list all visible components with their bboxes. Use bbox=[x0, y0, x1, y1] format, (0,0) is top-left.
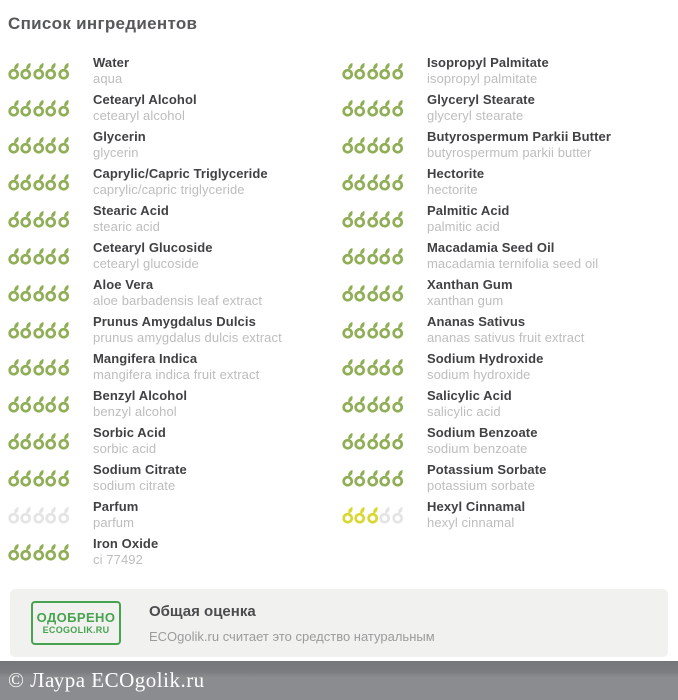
ingredient-text bbox=[427, 240, 598, 271]
leaf-icon bbox=[20, 173, 32, 191]
ingredient-rating-icons bbox=[342, 432, 404, 450]
leaf-icon bbox=[8, 247, 20, 265]
ingredient-text bbox=[427, 499, 525, 530]
leaf-icon bbox=[58, 210, 70, 228]
overall-rating-text bbox=[149, 603, 435, 644]
ingredient-inci: sodium citrate bbox=[93, 478, 176, 493]
leaf-icon bbox=[20, 543, 32, 561]
leaf-icon bbox=[58, 432, 70, 450]
ingredient-inci: macadamia ternifolia seed oil bbox=[427, 256, 599, 271]
ingredient-text bbox=[93, 425, 166, 456]
ingredient-text bbox=[427, 166, 484, 197]
leaf-icon bbox=[8, 284, 20, 302]
leaf-icon bbox=[392, 173, 404, 191]
ingredient-inci: cetearyl glucoside bbox=[93, 256, 199, 271]
leaf-icon bbox=[20, 506, 32, 524]
leaf-icon bbox=[392, 136, 404, 154]
leaf-icon bbox=[354, 321, 366, 339]
ingredient-inci: hexyl cinnamal bbox=[427, 515, 515, 530]
page-title: Список ингредиентов bbox=[8, 14, 198, 33]
leaf-icon bbox=[392, 432, 404, 450]
ingredient-text bbox=[93, 536, 158, 567]
ingredient-rating-icons bbox=[8, 469, 70, 487]
ingredient-inci: sorbic acid bbox=[93, 441, 157, 456]
leaf-icon bbox=[367, 321, 379, 339]
ingredient-text bbox=[427, 425, 538, 456]
ingredient-text bbox=[93, 499, 138, 530]
ingredient-name: Sodium Hydroxide bbox=[427, 351, 544, 366]
ingredient-inci: potassium sorbate bbox=[427, 478, 535, 493]
leaf-icon bbox=[33, 543, 45, 561]
leaf-icon bbox=[33, 99, 45, 117]
ingredient-row bbox=[8, 166, 339, 197]
leaf-icon bbox=[20, 395, 32, 413]
leaf-icon bbox=[45, 99, 57, 117]
ingredient-row bbox=[8, 499, 339, 530]
leaf-icon bbox=[379, 99, 391, 117]
leaf-icon bbox=[342, 284, 354, 302]
ingredient-text bbox=[427, 314, 584, 345]
leaf-icon bbox=[45, 469, 57, 487]
ingredient-inci: parfum bbox=[93, 515, 135, 530]
leaf-icon bbox=[58, 506, 70, 524]
ingredient-row bbox=[8, 55, 339, 86]
ingredient-row bbox=[342, 166, 678, 197]
ingredient-inci: sodium benzoate bbox=[427, 441, 528, 456]
leaf-icon bbox=[392, 62, 404, 80]
leaf-icon bbox=[392, 358, 404, 376]
leaf-icon bbox=[45, 62, 57, 80]
leaf-icon bbox=[8, 469, 20, 487]
ingredient-text bbox=[93, 92, 197, 123]
ingredient-name: Sodium Benzoate bbox=[427, 425, 538, 440]
ingredient-row bbox=[8, 92, 339, 123]
leaf-icon bbox=[45, 321, 57, 339]
leaf-icon bbox=[58, 358, 70, 376]
leaf-icon bbox=[20, 432, 32, 450]
leaf-icon bbox=[354, 247, 366, 265]
ingredient-inci: prunus amygdalus dulcis extract bbox=[93, 330, 282, 345]
ingredient-name: Water bbox=[93, 55, 130, 70]
ingredient-row bbox=[8, 314, 339, 345]
leaf-icon bbox=[379, 395, 391, 413]
footer-copyright: © Лаура ECOgolik.ru bbox=[8, 668, 205, 692]
ingredient-rating-icons bbox=[8, 395, 70, 413]
leaf-icon bbox=[20, 247, 32, 265]
ingredient-row bbox=[8, 462, 339, 493]
leaf-icon bbox=[33, 395, 45, 413]
ingredient-rating-icons bbox=[8, 543, 70, 561]
ingredient-rating-icons bbox=[342, 469, 404, 487]
ingredient-text bbox=[427, 55, 549, 86]
ingredient-name: Stearic Acid bbox=[93, 203, 169, 218]
leaf-icon bbox=[8, 136, 20, 154]
ingredient-rating-icons bbox=[8, 284, 70, 302]
leaf-icon bbox=[354, 136, 366, 154]
leaf-icon bbox=[367, 469, 379, 487]
ingredient-rating-icons bbox=[8, 321, 70, 339]
leaf-icon bbox=[392, 321, 404, 339]
leaf-icon bbox=[379, 210, 391, 228]
leaf-icon bbox=[367, 358, 379, 376]
ingredient-rating-icons bbox=[342, 247, 404, 265]
leaf-icon bbox=[58, 247, 70, 265]
ingredient-row bbox=[342, 314, 678, 345]
leaf-icon bbox=[8, 395, 20, 413]
leaf-icon bbox=[45, 173, 57, 191]
ingredient-rating-icons bbox=[342, 506, 404, 524]
leaf-icon bbox=[379, 321, 391, 339]
leaf-icon bbox=[342, 321, 354, 339]
ingredient-rating-icons bbox=[342, 395, 404, 413]
ingredient-text bbox=[93, 314, 282, 345]
ingredient-name: Macadamia Seed Oil bbox=[427, 240, 555, 255]
ingredient-columns bbox=[0, 55, 678, 573]
ingredient-name: Aloe Vera bbox=[93, 277, 154, 292]
leaf-icon bbox=[342, 395, 354, 413]
ingredient-text bbox=[93, 203, 169, 234]
ingredient-text bbox=[427, 388, 512, 419]
leaf-icon bbox=[33, 62, 45, 80]
leaf-icon bbox=[367, 136, 379, 154]
leaf-icon bbox=[58, 173, 70, 191]
ingredient-inci: xanthan gum bbox=[427, 293, 504, 308]
ingredient-name: Parfum bbox=[93, 499, 139, 514]
ingredient-inci: sodium hydroxide bbox=[427, 367, 531, 382]
ingredient-inci: caprylic/capric triglyceride bbox=[93, 182, 245, 197]
leaf-icon bbox=[45, 543, 57, 561]
leaf-icon bbox=[379, 358, 391, 376]
leaf-icon bbox=[354, 210, 366, 228]
ingredient-rating-icons bbox=[8, 173, 70, 191]
ingredient-row bbox=[8, 129, 339, 160]
leaf-icon bbox=[45, 210, 57, 228]
leaf-icon bbox=[392, 506, 404, 524]
overall-rating-title: Общая оценка bbox=[149, 602, 256, 620]
ingredient-name: Hectorite bbox=[427, 166, 485, 181]
leaf-icon bbox=[20, 136, 32, 154]
leaf-icon bbox=[367, 62, 379, 80]
leaf-icon bbox=[20, 358, 32, 376]
ingredient-inci: aqua bbox=[93, 71, 123, 86]
ingredient-inci: stearic acid bbox=[93, 219, 160, 234]
leaf-icon bbox=[8, 210, 20, 228]
leaf-icon bbox=[367, 99, 379, 117]
ingredient-text bbox=[427, 277, 513, 308]
leaf-icon bbox=[33, 506, 45, 524]
leaf-icon bbox=[367, 432, 379, 450]
ingredient-inci: glycerin bbox=[93, 145, 139, 160]
leaf-icon bbox=[33, 321, 45, 339]
leaf-icon bbox=[45, 358, 57, 376]
ingredient-rating-icons bbox=[8, 432, 70, 450]
leaf-icon bbox=[20, 99, 32, 117]
leaf-icon bbox=[8, 506, 20, 524]
ingredient-row bbox=[342, 203, 678, 234]
ingredient-name: Hexyl Cinnamal bbox=[427, 499, 526, 514]
ingredient-row bbox=[8, 425, 339, 456]
ingredient-inci: palmitic acid bbox=[427, 219, 500, 234]
ingredient-name: Ananas Sativus bbox=[427, 314, 526, 329]
leaf-icon bbox=[379, 136, 391, 154]
leaf-icon bbox=[342, 99, 354, 117]
ingredient-text bbox=[93, 55, 129, 86]
leaf-icon bbox=[45, 284, 57, 302]
ingredient-row bbox=[342, 277, 678, 308]
leaf-icon bbox=[367, 506, 379, 524]
ingredient-name: Iron Oxide bbox=[93, 536, 159, 551]
ingredient-name: Caprylic/Capric Triglyceride bbox=[93, 166, 268, 181]
ingredient-row bbox=[342, 240, 678, 271]
ingredient-inci: aloe barbadensis leaf extract bbox=[93, 293, 263, 308]
leaf-icon bbox=[8, 321, 20, 339]
ingredient-rating-icons bbox=[8, 506, 70, 524]
ingredient-column-left bbox=[8, 55, 339, 573]
ingredient-row bbox=[342, 92, 678, 123]
leaf-icon bbox=[8, 99, 20, 117]
leaf-icon bbox=[342, 358, 354, 376]
leaf-icon bbox=[33, 173, 45, 191]
ingredient-rating-icons bbox=[342, 284, 404, 302]
leaf-icon bbox=[8, 358, 20, 376]
ingredient-inci: glyceryl stearate bbox=[427, 108, 524, 123]
ingredient-row bbox=[342, 55, 678, 86]
ingredient-inci: ananas sativus fruit extract bbox=[427, 330, 585, 345]
leaf-icon bbox=[45, 395, 57, 413]
ingredient-name: Isopropyl Palmitate bbox=[427, 55, 549, 70]
leaf-icon bbox=[392, 247, 404, 265]
leaf-icon bbox=[20, 321, 32, 339]
leaf-icon bbox=[354, 284, 366, 302]
ingredient-row bbox=[8, 388, 339, 419]
leaf-icon bbox=[8, 62, 20, 80]
leaf-icon bbox=[354, 358, 366, 376]
ingredient-text bbox=[427, 462, 546, 493]
leaf-icon bbox=[33, 210, 45, 228]
leaf-icon bbox=[342, 210, 354, 228]
ingredient-name: Sodium Citrate bbox=[93, 462, 187, 477]
leaf-icon bbox=[33, 247, 45, 265]
leaf-icon bbox=[379, 284, 391, 302]
leaf-icon bbox=[33, 136, 45, 154]
ingredient-row bbox=[8, 277, 339, 308]
ingredient-name: Sorbic Acid bbox=[93, 425, 166, 440]
ingredient-rating-icons bbox=[8, 358, 70, 376]
leaf-icon bbox=[342, 136, 354, 154]
leaf-icon bbox=[58, 395, 70, 413]
ingredient-text bbox=[427, 203, 509, 234]
ingredient-text bbox=[93, 351, 259, 382]
leaf-icon bbox=[379, 506, 391, 524]
ingredient-rating-icons bbox=[342, 62, 404, 80]
leaf-icon bbox=[392, 99, 404, 117]
ingredient-name: Prunus Amygdalus Dulcis bbox=[93, 314, 256, 329]
ingredient-inci: isopropyl palmitate bbox=[427, 71, 538, 86]
leaf-icon bbox=[8, 173, 20, 191]
ingredient-row bbox=[8, 203, 339, 234]
leaf-icon bbox=[33, 432, 45, 450]
leaf-icon bbox=[342, 247, 354, 265]
ingredient-row bbox=[342, 351, 678, 382]
ingredient-rating-icons bbox=[342, 210, 404, 228]
leaf-icon bbox=[8, 432, 20, 450]
ingredient-rating-icons bbox=[8, 136, 70, 154]
leaf-icon bbox=[58, 136, 70, 154]
leaf-icon bbox=[354, 469, 366, 487]
leaf-icon bbox=[45, 247, 57, 265]
ingredient-row bbox=[342, 388, 678, 419]
leaf-icon bbox=[367, 173, 379, 191]
ingredient-name: Butyrospermum Parkii Butter bbox=[427, 129, 612, 144]
leaf-icon bbox=[45, 432, 57, 450]
ingredient-text bbox=[93, 462, 187, 493]
leaf-icon bbox=[45, 136, 57, 154]
ingredient-inci: butyrospermum parkii butter bbox=[427, 145, 592, 160]
leaf-icon bbox=[354, 506, 366, 524]
ingredient-inci: benzyl alcohol bbox=[93, 404, 177, 419]
ingredient-rating-icons bbox=[342, 136, 404, 154]
leaf-icon bbox=[379, 247, 391, 265]
leaf-icon bbox=[45, 506, 57, 524]
leaf-icon bbox=[379, 173, 391, 191]
leaf-icon bbox=[58, 321, 70, 339]
ingredient-rating-icons bbox=[342, 173, 404, 191]
ingredient-text bbox=[427, 129, 611, 160]
ingredient-name: Cetearyl Alcohol bbox=[93, 92, 197, 107]
ingredient-row bbox=[342, 129, 678, 160]
leaf-icon bbox=[354, 173, 366, 191]
ingredient-name: Palmitic Acid bbox=[427, 203, 510, 218]
ingredient-text bbox=[427, 351, 543, 382]
leaf-icon bbox=[33, 469, 45, 487]
ingredient-inci: mangifera indica fruit extract bbox=[93, 367, 260, 382]
ingredient-name: Salicylic Acid bbox=[427, 388, 512, 403]
leaf-icon bbox=[367, 284, 379, 302]
ingredient-rating-icons bbox=[8, 62, 70, 80]
ingredient-row bbox=[8, 536, 339, 567]
leaf-icon bbox=[58, 62, 70, 80]
ingredient-name: Mangifera Indica bbox=[93, 351, 198, 366]
ingredient-inci: hectorite bbox=[427, 182, 478, 197]
ingredient-column-right bbox=[339, 55, 678, 573]
leaf-icon bbox=[392, 469, 404, 487]
ingredient-text bbox=[93, 129, 146, 160]
ingredient-row bbox=[342, 425, 678, 456]
leaf-icon bbox=[392, 284, 404, 302]
leaf-icon bbox=[20, 210, 32, 228]
leaf-icon bbox=[20, 469, 32, 487]
leaf-icon bbox=[342, 432, 354, 450]
leaf-icon bbox=[58, 284, 70, 302]
ingredient-row bbox=[8, 351, 339, 382]
ingredient-inci: cetearyl alcohol bbox=[93, 108, 185, 123]
ingredient-name: Xanthan Gum bbox=[427, 277, 513, 292]
ingredient-text bbox=[427, 92, 535, 123]
approved-stamp bbox=[31, 601, 121, 645]
ingredient-inci: salicylic acid bbox=[427, 404, 501, 419]
ingredient-text bbox=[93, 240, 213, 271]
ingredient-name: Cetearyl Glucoside bbox=[93, 240, 213, 255]
leaf-icon bbox=[354, 395, 366, 413]
leaf-icon bbox=[33, 358, 45, 376]
leaf-icon bbox=[33, 284, 45, 302]
leaf-icon bbox=[20, 284, 32, 302]
overall-rating-panel bbox=[10, 589, 668, 657]
ingredient-text bbox=[93, 277, 262, 308]
leaf-icon bbox=[367, 247, 379, 265]
approved-stamp-line2: ECOGOLIK.RU bbox=[42, 625, 110, 635]
overall-rating-verdict: ECOgolik.ru считает это средство натуральным bbox=[149, 628, 435, 644]
leaf-icon bbox=[342, 62, 354, 80]
leaf-icon bbox=[58, 543, 70, 561]
ingredient-text bbox=[93, 388, 187, 419]
ingredient-rating-icons bbox=[342, 321, 404, 339]
ingredient-text bbox=[93, 166, 268, 197]
leaf-icon bbox=[367, 210, 379, 228]
ingredient-inci: ci 77492 bbox=[93, 552, 143, 567]
leaf-icon bbox=[342, 173, 354, 191]
ingredient-rating-icons bbox=[8, 99, 70, 117]
leaf-icon bbox=[392, 210, 404, 228]
footer-bar bbox=[0, 661, 678, 700]
leaf-icon bbox=[367, 395, 379, 413]
leaf-icon bbox=[20, 62, 32, 80]
leaf-icon bbox=[342, 469, 354, 487]
ingredient-row bbox=[342, 499, 678, 530]
ingredient-rating-icons bbox=[8, 247, 70, 265]
leaf-icon bbox=[8, 543, 20, 561]
ingredient-name: Potassium Sorbate bbox=[427, 462, 547, 477]
ingredient-row bbox=[8, 240, 339, 271]
ingredient-name: Glyceryl Stearate bbox=[427, 92, 535, 107]
leaf-icon bbox=[342, 506, 354, 524]
ingredient-rating-icons bbox=[8, 210, 70, 228]
leaf-icon bbox=[354, 432, 366, 450]
leaf-icon bbox=[58, 469, 70, 487]
ingredient-rating-icons bbox=[342, 358, 404, 376]
leaf-icon bbox=[379, 62, 391, 80]
leaf-icon bbox=[58, 99, 70, 117]
leaf-icon bbox=[354, 99, 366, 117]
leaf-icon bbox=[379, 432, 391, 450]
leaf-icon bbox=[354, 62, 366, 80]
leaf-icon bbox=[392, 395, 404, 413]
ingredient-row bbox=[342, 462, 678, 493]
approved-stamp-line1: ОДОБРЕНО bbox=[36, 610, 116, 625]
ingredient-name: Glycerin bbox=[93, 129, 146, 144]
leaf-icon bbox=[379, 469, 391, 487]
ingredient-name: Benzyl Alcohol bbox=[93, 388, 188, 403]
ingredient-rating-icons bbox=[342, 99, 404, 117]
